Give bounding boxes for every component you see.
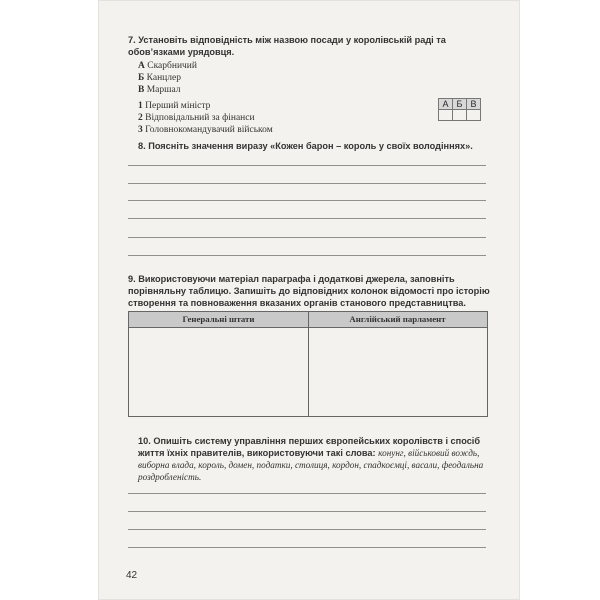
answer-cell-a[interactable] (439, 110, 453, 121)
answer-line[interactable] (128, 200, 486, 201)
table-cell-general-estates[interactable] (129, 328, 307, 415)
comparison-table (128, 311, 488, 417)
number-option-3: 3 Головнокомандувачий військом (138, 125, 273, 135)
letter-option-c: В Маршал (138, 85, 181, 95)
answer-line[interactable] (128, 218, 486, 219)
answer-line[interactable] (128, 511, 486, 512)
answer-cell-c[interactable] (467, 110, 481, 121)
letter-option-b: Б Канцлер (138, 73, 181, 83)
answer-line[interactable] (128, 237, 486, 238)
answer-line[interactable] (128, 547, 486, 548)
question-10-bold: 10. Опишіть систему управління перших європейських королівств і спосіб життя їхніх правителів, використовуючи такі слова: (138, 436, 481, 458)
question-7-text: 7. Установіть відповідність між назвою посади у королівській раді та обов’язками урядовця. (128, 35, 446, 57)
answer-line[interactable] (128, 493, 486, 494)
workbook-page (98, 0, 520, 600)
question-10-terms: конунг, військовий вождь, виборна влада, король, домен, податки, столиця, кордон, спадкоємці, васали, феодальна роздробленість. (138, 448, 484, 482)
answer-line[interactable] (128, 165, 486, 166)
answer-line[interactable] (128, 183, 486, 184)
number-option-2: 2 Відповідальний за фінанси (138, 113, 255, 123)
answer-line[interactable] (128, 255, 486, 256)
table-header-english-parliament: Англійський парламент (308, 312, 487, 328)
number-option-1: 1 Перший міністр (138, 101, 211, 111)
table-cell-english-parliament[interactable] (309, 328, 487, 415)
table-header-general-estates: Генеральні штати (129, 312, 308, 328)
answer-line[interactable] (128, 529, 486, 530)
question-8-text: 8. Поясніть значення виразу «Кожен барон – король у своїх володіннях». (138, 141, 473, 151)
answer-grid (438, 98, 481, 121)
answer-cell-b[interactable] (453, 110, 467, 121)
answer-grid-header-c: В (467, 99, 481, 110)
answer-grid-header-b: Б (453, 99, 467, 110)
letter-option-a: А Скарбничий (138, 61, 197, 71)
answer-grid-header-a: А (439, 99, 453, 110)
question-10-text (138, 435, 490, 483)
page-number: 42 (126, 570, 138, 581)
question-9-text: 9. Використовуючи матеріал параграфа і додаткові джерела, заповніть порівняльну таблицю. Запишіть до відповідних колонок відомості про історію створення та повноваження вказаних органів станового представництва. (128, 274, 490, 308)
